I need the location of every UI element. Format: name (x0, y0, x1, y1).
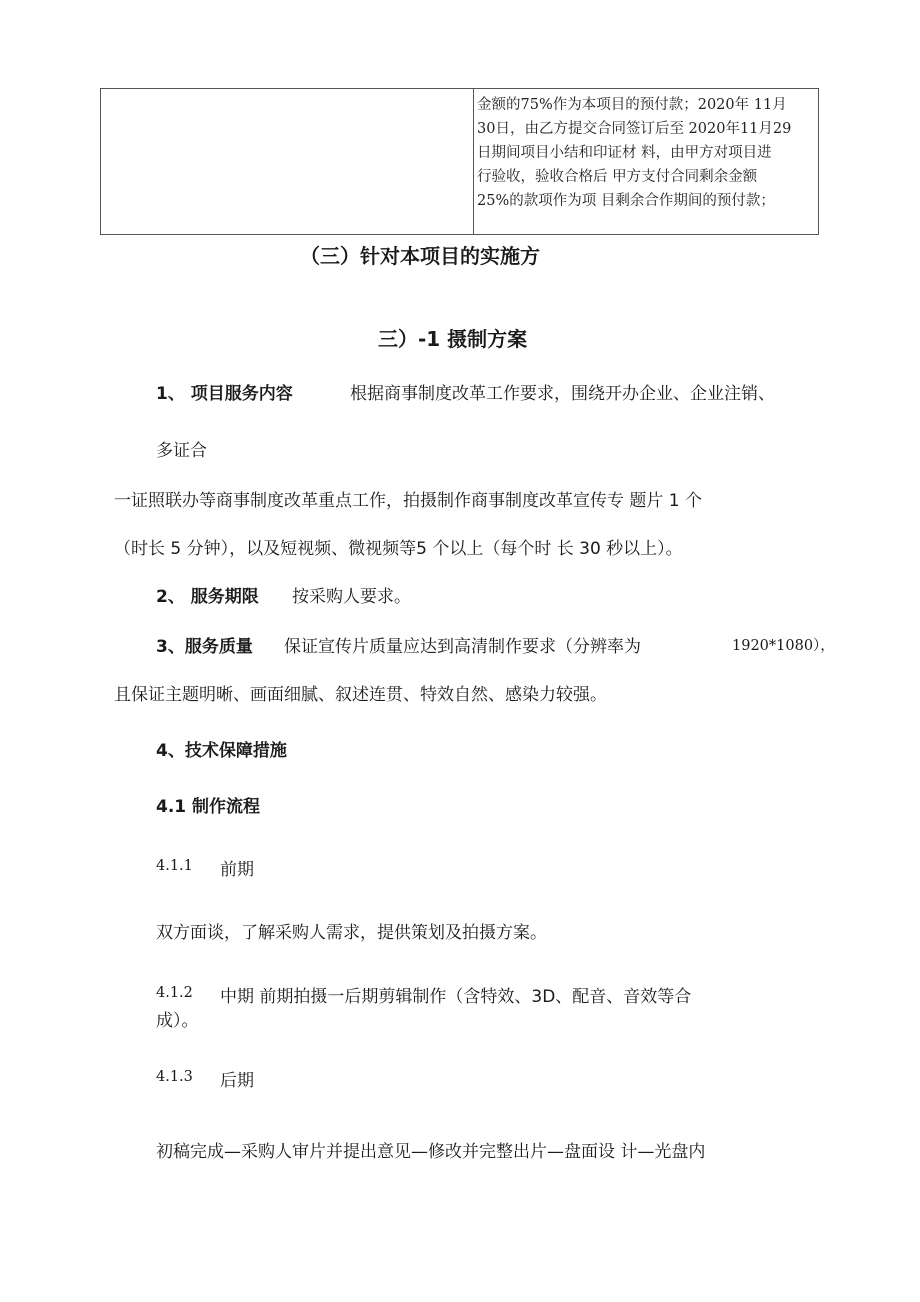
payment-table (100, 88, 819, 235)
item412-line2: 成）。 (156, 1011, 199, 1031)
item412-number: 4.1.2 (156, 985, 193, 1001)
item2-label: 2、 服务期限 (156, 587, 259, 607)
item41-label: 4.1 制作流程 (156, 797, 261, 817)
table-line: 金额的75%作为本项目的预付款；2020年 11月 (477, 97, 787, 113)
table-line: 日期间项目小结和印证材 料，由甲方对项目进 (477, 145, 772, 161)
table-divider (473, 89, 474, 234)
item3-label: 3、服务质量 (156, 637, 253, 657)
item411-text: 双方面谈，了解采购人需求，提供策划及拍摄方案。 (156, 923, 547, 943)
item1-line2: 多证合 (156, 441, 207, 461)
item412-text: 中期 前期拍摄一后期剪辑制作（含特效、3D、配音、音效等合 (220, 987, 692, 1007)
item2-text: 按采购人要求。 (292, 587, 411, 607)
table-right-cell (477, 93, 791, 213)
item3-line2: 且保证主题明晰、画面细腻、叙述连贯、特效自然、感染力较强。 (114, 685, 607, 705)
item1-text: 根据商事制度改革工作要求，围绕开办企业、企业注销、 (350, 384, 775, 404)
item413-label: 后期 (220, 1071, 254, 1091)
item411-number: 4.1.1 (156, 858, 193, 874)
table-line: 行验收，验收合格后 甲方支付合同剩余金额 (477, 169, 758, 185)
table-line: 30日，由乙方提交合同签订后至 2020年11月29 (477, 121, 792, 137)
item1-line3: 一证照联办等商事制度改革重点工作，拍摄制作商事制度改革宣传专 题片 1 个 (114, 491, 703, 511)
subsection-title: 三）-1 摄制方案 (378, 327, 528, 351)
item413-text: 初稿完成—采购人审片并提出意见—修改并完整出片—盘面设 计—光盘内 (156, 1142, 706, 1162)
item3-text: 保证宣传片质量应达到高清制作要求（分辨率为 (284, 637, 641, 657)
item1-label: 1、 项目服务内容 (156, 384, 293, 404)
item3-resolution: 1920*1080）， (732, 638, 835, 654)
item411-label: 前期 (220, 860, 254, 880)
item1-line4: （时长 5 分钟），以及短视频、微视频等5 个以上（每个时 长 30 秒以上）。 (114, 539, 683, 559)
item413-number: 4.1.3 (156, 1069, 193, 1085)
table-line: 25%的款项作为项 目剩余合作期间的预付款； (477, 193, 775, 209)
section-title: （三）针对本项目的实施方 (300, 244, 540, 268)
item4-label: 4、技术保障措施 (156, 741, 287, 761)
